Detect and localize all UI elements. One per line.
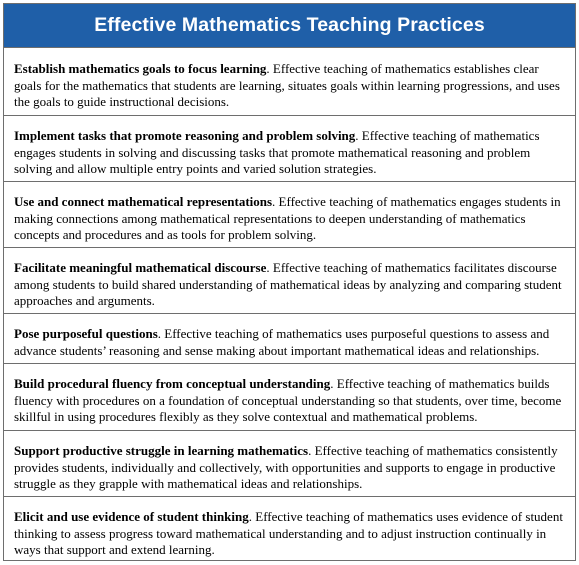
practice-description: . Effective teaching of mathematics consistently provides students, individually and collectively, with opportunities and supports to engage in productive struggle as they grapple with mathematical ideas and relationships. <box>14 443 558 491</box>
practice-description: . Effective teaching of mathematics establishes clear goals for the mathematics that students are learning, situates goals within learning progressions, and uses the goals to guide instructional decisions. <box>14 61 560 109</box>
practice-description: . Effective teaching of mathematics engages students in making connections among mathematical representations to deepen understanding of mathematics concepts and procedures and as tools for problem solving. <box>14 194 561 242</box>
practices-table <box>3 3 576 561</box>
practice-row <box>4 313 575 363</box>
practice-description: . Effective teaching of mathematics uses evidence of student thinking to assess progress toward mathematical understanding and to adjust instruction continually in ways that support and extend learning. <box>14 509 563 557</box>
table-title: Effective Mathematics Teaching Practices <box>4 4 575 47</box>
practice-row <box>4 47 575 115</box>
practice-description: . Effective teaching of mathematics facilitates discourse among students to build shared understanding of mathematical ideas by analyzing and comparing student approaches and arguments. <box>14 260 562 308</box>
practice-heading: Facilitate meaningful mathematical discourse <box>14 260 267 275</box>
practice-heading: Implement tasks that promote reasoning and problem solving <box>14 128 356 143</box>
practice-description: . Effective teaching of mathematics uses purposeful questions to assess and advance students’ reasoning and sense making about important mathematical ideas and relationships. <box>14 326 550 358</box>
practice-heading: Build procedural fluency from conceptual understanding <box>14 376 331 391</box>
practices-list <box>4 47 575 562</box>
practice-row <box>4 115 575 181</box>
practice-description: . Effective teaching of mathematics engages students in solving and discussing tasks that promote mathematical reasoning and problem solving and allow multiple entry points and varied solution strategies. <box>14 128 540 176</box>
practice-heading: Use and connect mathematical representations <box>14 194 273 209</box>
practice-description: . Effective teaching of mathematics builds fluency with procedures on a foundation of conceptual understanding so that students, over time, become skillful in using procedures flexibly as they solve contextual and mathematical problems. <box>14 376 562 424</box>
practice-heading: Establish mathematics goals to focus learning <box>14 61 267 76</box>
practice-row <box>4 363 575 430</box>
practice-row <box>4 430 575 496</box>
practice-heading: Pose purposeful questions <box>14 326 158 341</box>
practice-row <box>4 247 575 313</box>
practice-row <box>4 496 575 562</box>
practice-heading: Elicit and use evidence of student thinking <box>14 509 249 524</box>
practice-heading: Support productive struggle in learning mathematics <box>14 443 309 458</box>
practice-row <box>4 181 575 247</box>
